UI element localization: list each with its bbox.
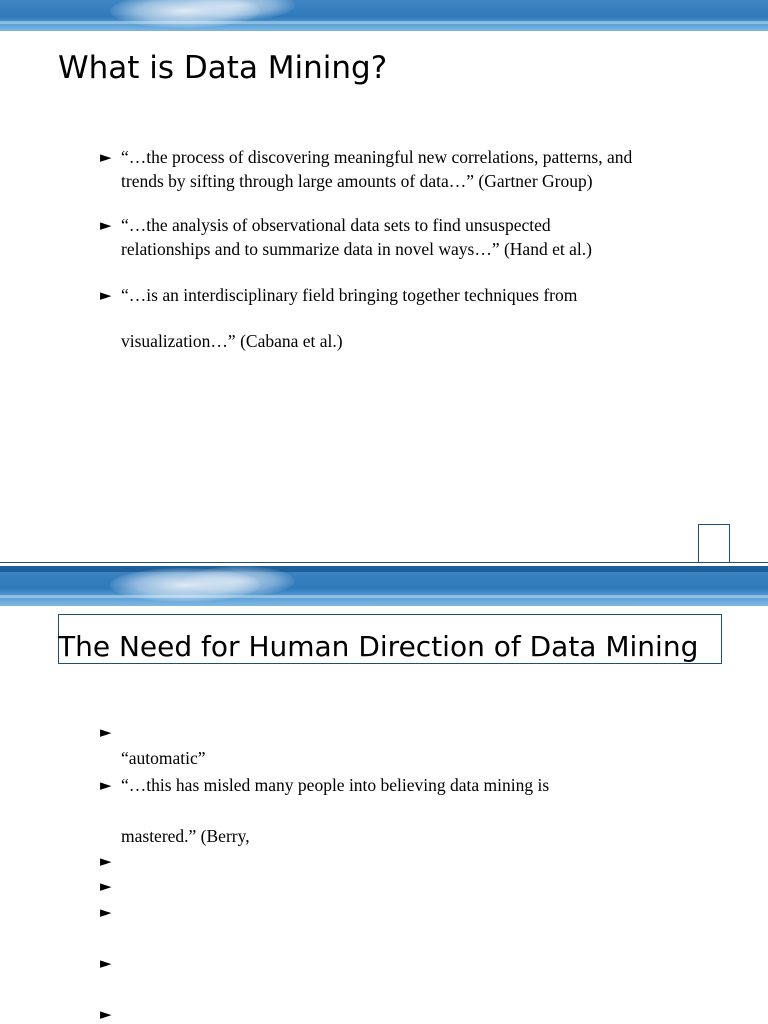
bullet-arrow-icon: ►	[100, 148, 112, 166]
bullet-item	[100, 145, 700, 193]
header-banner	[0, 566, 768, 606]
bullet-line: “automatic”	[121, 748, 206, 768]
bullet-arrow-icon: ►	[100, 877, 112, 895]
bullet-line: mastered.” (Berry,	[121, 826, 250, 846]
slide-title: What is Data Mining?	[58, 50, 388, 86]
bullet-line: trends by sifting through large amounts of data…” (Gartner Group)	[121, 171, 593, 191]
slide-divider	[0, 562, 768, 563]
bullet-item	[100, 773, 700, 848]
banner-top-band	[0, 566, 768, 572]
bullet-arrow-icon: ►	[100, 852, 112, 870]
banner-cloud-decoration	[185, 566, 295, 596]
bullet-arrow-icon: ►	[100, 954, 112, 972]
bullet-arrow-icon: ►	[100, 216, 112, 234]
bullet-line: “…the analysis of observational data sets to find unsuspected	[121, 215, 551, 235]
bullet-arrow-icon: ►	[100, 1005, 112, 1023]
bullet-arrow-icon: ►	[100, 286, 112, 304]
banner-stripe	[0, 21, 768, 24]
bullet-line: visualization…” (Cabana et al.)	[121, 331, 343, 351]
empty-placeholder-box	[698, 524, 730, 563]
bullet-line: relationships and to summarize data in novel ways…” (Hand et al.)	[121, 239, 592, 259]
bullet-item	[100, 720, 700, 770]
slide-human-direction	[0, 566, 768, 1024]
slide-title: The Need for Human Direction of Data Mining	[58, 630, 699, 663]
bullet-line: “…the process of discovering meaningful new correlations, patterns, and	[121, 147, 633, 167]
header-banner	[0, 0, 768, 31]
bullet-line: “…this has misled many people into believing data mining is	[121, 775, 550, 795]
banner-stripe	[0, 595, 768, 598]
bullet-arrow-icon: ►	[100, 776, 112, 794]
bullet-arrow-icon: ►	[100, 903, 112, 921]
bullet-line	[121, 720, 700, 744]
bullet-item	[100, 213, 700, 261]
bullet-line: “…is an interdisciplinary field bringing together techniques from	[121, 285, 578, 305]
bullet-arrow-icon: ►	[100, 723, 112, 741]
bullet-item	[100, 283, 700, 353]
